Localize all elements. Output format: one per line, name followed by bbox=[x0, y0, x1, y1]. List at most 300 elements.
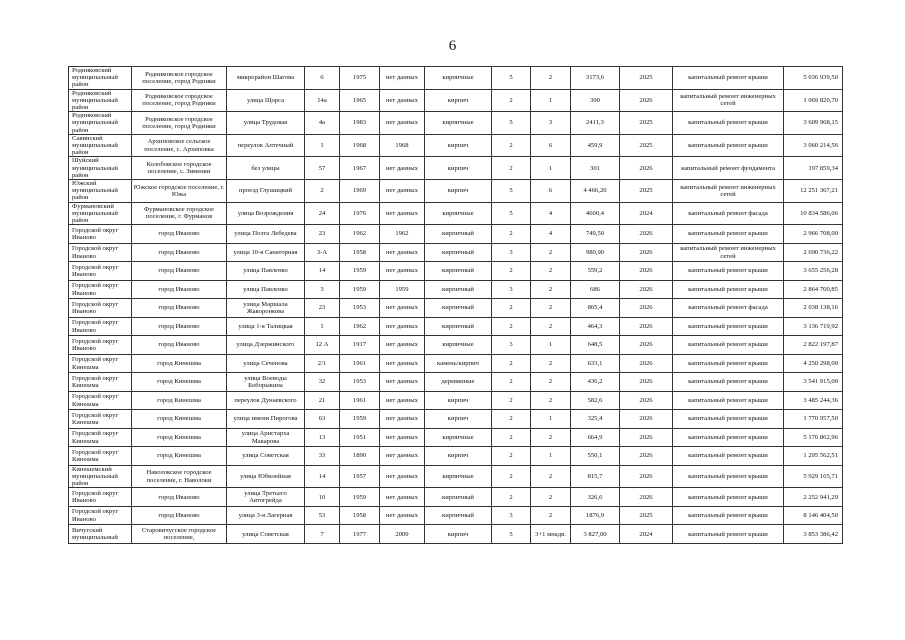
cost-cell: 2 822 197,87 bbox=[784, 336, 843, 355]
entrances-cell: 2 bbox=[531, 428, 571, 447]
settlement-cell: город Кинешма bbox=[132, 428, 227, 447]
commissioning-cell: нет данных bbox=[380, 410, 425, 429]
work-type-cell: капитальный ремонт крыши bbox=[673, 525, 784, 544]
wall-material-cell: кирпич bbox=[425, 157, 492, 180]
entrances-cell: 1 bbox=[531, 157, 571, 180]
house-number-cell: 2/1 bbox=[305, 354, 340, 373]
wall-material-cell: кирпичные bbox=[425, 428, 492, 447]
settlement-cell: Родниковское городское поселение, город Родники bbox=[132, 67, 227, 90]
settlement-cell: город Кинешма bbox=[132, 391, 227, 410]
house-number-cell: 4а bbox=[305, 112, 340, 135]
floors-cell: 2 bbox=[492, 391, 531, 410]
cost-cell: 1 295 562,51 bbox=[784, 447, 843, 466]
work-type-cell: капитальный ремонт крыши bbox=[673, 280, 784, 299]
work-type-cell: капитальный ремонт крыши bbox=[673, 262, 784, 281]
repair-year-cell: 2026 bbox=[620, 391, 673, 410]
municipality-cell: Городской округ Иваново bbox=[69, 336, 132, 355]
year-built-cell: 1959 bbox=[340, 280, 380, 299]
area-cell: 633,1 bbox=[571, 354, 620, 373]
work-type-cell: капитальный ремонт крыши bbox=[673, 488, 784, 507]
settlement-cell: город Иваново bbox=[132, 336, 227, 355]
floors-cell: 2 bbox=[492, 447, 531, 466]
street-cell: улица Павленко bbox=[227, 262, 305, 281]
street-cell: улица имени Пирогова bbox=[227, 410, 305, 429]
table-row bbox=[69, 410, 843, 429]
house-number-cell: 53 bbox=[305, 506, 340, 525]
table-row bbox=[69, 67, 843, 90]
commissioning-cell: нет данных bbox=[380, 180, 425, 203]
work-type-cell: капитальный ремонт инженерных сетей bbox=[673, 180, 784, 203]
municipality-cell: Городской округ Иваново bbox=[69, 488, 132, 507]
street-cell: улица Воеводы Боборыкина bbox=[227, 373, 305, 392]
floors-cell: 5 bbox=[492, 202, 531, 225]
house-number-cell: 1 bbox=[305, 317, 340, 336]
area-cell: 865,4 bbox=[571, 299, 620, 318]
floors-cell: 5 bbox=[492, 525, 531, 544]
floors-cell: 2 bbox=[492, 428, 531, 447]
repair-year-cell: 2025 bbox=[620, 506, 673, 525]
municipality-cell: Городской округ Иваново bbox=[69, 225, 132, 244]
area-cell: 686 bbox=[571, 280, 620, 299]
floors-cell: 3 bbox=[492, 280, 531, 299]
table-row bbox=[69, 180, 843, 203]
house-number-cell: 23 bbox=[305, 225, 340, 244]
floors-cell: 2 bbox=[492, 299, 531, 318]
repair-year-cell: 2025 bbox=[620, 134, 673, 157]
area-cell: 980,90 bbox=[571, 243, 620, 262]
municipality-cell: Вичугский муниципальный bbox=[69, 525, 132, 544]
entrances-cell: 2 bbox=[531, 317, 571, 336]
cost-cell: 2 966 708,00 bbox=[784, 225, 843, 244]
wall-material-cell: кирпич bbox=[425, 447, 492, 466]
table-row bbox=[69, 488, 843, 507]
year-built-cell: 1969 bbox=[340, 180, 380, 203]
municipality-cell: Городской округ Кинешма bbox=[69, 373, 132, 392]
municipality-cell: Городской округ Иваново bbox=[69, 280, 132, 299]
municipality-cell: Родниковский муниципальный район bbox=[69, 67, 132, 90]
street-cell: улица Щорса bbox=[227, 89, 305, 112]
house-number-cell: 2 bbox=[305, 180, 340, 203]
wall-material-cell: кирпичные bbox=[425, 202, 492, 225]
year-built-cell: 1951 bbox=[340, 428, 380, 447]
year-built-cell: 1959 bbox=[340, 410, 380, 429]
settlement-cell: город Иваново bbox=[132, 506, 227, 525]
cost-cell: 12 251 367,21 bbox=[784, 180, 843, 203]
municipality-cell: Фурмановский муниципальный район bbox=[69, 202, 132, 225]
commissioning-cell: нет данных bbox=[380, 112, 425, 135]
table-row bbox=[69, 506, 843, 525]
work-type-cell: капитальный ремонт крыши bbox=[673, 373, 784, 392]
entrances-cell: 2 bbox=[531, 354, 571, 373]
table-row bbox=[69, 112, 843, 135]
cost-cell: 3 853 386,42 bbox=[784, 525, 843, 544]
repair-year-cell: 2026 bbox=[620, 225, 673, 244]
area-cell: 459,9 bbox=[571, 134, 620, 157]
repair-year-cell: 2026 bbox=[620, 280, 673, 299]
work-type-cell: капитальный ремонт крыши bbox=[673, 336, 784, 355]
table-row bbox=[69, 447, 843, 466]
house-number-cell: 24 bbox=[305, 202, 340, 225]
area-cell: 3173,6 bbox=[571, 67, 620, 90]
settlement-cell: город Иваново bbox=[132, 280, 227, 299]
floors-cell: 2 bbox=[492, 317, 531, 336]
floors-cell: 3 bbox=[492, 506, 531, 525]
floors-cell: 2 bbox=[492, 465, 531, 488]
work-type-cell: капитальный ремонт инженерных сетей bbox=[673, 243, 784, 262]
area-cell: 3 827,00 bbox=[571, 525, 620, 544]
municipality-cell: Кинешемский муниципальный район bbox=[69, 465, 132, 488]
municipality-cell: Городской округ Иваново bbox=[69, 299, 132, 318]
table-row bbox=[69, 317, 843, 336]
commissioning-cell: нет данных bbox=[380, 354, 425, 373]
year-built-cell: 1977 bbox=[340, 525, 380, 544]
entrances-cell: 6 bbox=[531, 134, 571, 157]
floors-cell: 2 bbox=[492, 488, 531, 507]
area-cell: 1876,9 bbox=[571, 506, 620, 525]
entrances-cell: 1 bbox=[531, 336, 571, 355]
floors-cell: 2 bbox=[492, 89, 531, 112]
repair-year-cell: 2026 bbox=[620, 428, 673, 447]
entrances-cell: 2 bbox=[531, 373, 571, 392]
repair-year-cell: 2026 bbox=[620, 465, 673, 488]
work-type-cell: капитальный ремонт крыши bbox=[673, 134, 784, 157]
street-cell: улица Дзержинского bbox=[227, 336, 305, 355]
house-number-cell: 14 bbox=[305, 465, 340, 488]
cost-cell: 4 250 298,00 bbox=[784, 354, 843, 373]
year-built-cell: 1890 bbox=[340, 447, 380, 466]
municipality-cell: Южский муниципальный район bbox=[69, 180, 132, 203]
settlement-cell: город Иваново bbox=[132, 317, 227, 336]
repair-year-cell: 2025 bbox=[620, 180, 673, 203]
year-built-cell: 1959 bbox=[340, 262, 380, 281]
municipality-cell: Городской округ Кинешма bbox=[69, 428, 132, 447]
page-number: 6 bbox=[448, 38, 457, 54]
floors-cell: 2 bbox=[492, 354, 531, 373]
settlement-cell: Родниковское городское поселение, город Родники bbox=[132, 112, 227, 135]
street-cell: улица Советская bbox=[227, 525, 305, 544]
table-row bbox=[69, 336, 843, 355]
commissioning-cell: нет данных bbox=[380, 202, 425, 225]
wall-material-cell: кирпичные bbox=[425, 67, 492, 90]
house-number-cell: 12 А bbox=[305, 336, 340, 355]
house-number-cell: 3 bbox=[305, 280, 340, 299]
entrances-cell: 2 bbox=[531, 391, 571, 410]
municipality-cell: Городской округ Иваново bbox=[69, 317, 132, 336]
year-built-cell: 1975 bbox=[340, 67, 380, 90]
wall-material-cell: кирпич bbox=[425, 89, 492, 112]
wall-material-cell: кирпичный bbox=[425, 506, 492, 525]
wall-material-cell: кирпичные bbox=[425, 465, 492, 488]
cost-cell: 3 485 244,36 bbox=[784, 391, 843, 410]
entrances-cell: 2 bbox=[531, 299, 571, 318]
table-row bbox=[69, 89, 843, 112]
cost-cell: 5 929 165,71 bbox=[784, 465, 843, 488]
commissioning-cell: нет данных bbox=[380, 447, 425, 466]
wall-material-cell: камень/кирпич bbox=[425, 354, 492, 373]
year-built-cell: 1957 bbox=[340, 465, 380, 488]
area-cell: 326,6 bbox=[571, 488, 620, 507]
year-built-cell: 1959 bbox=[340, 488, 380, 507]
table-row bbox=[69, 225, 843, 244]
settlement-cell: город Иваново bbox=[132, 243, 227, 262]
cost-cell: 3 541 915,00 bbox=[784, 373, 843, 392]
commissioning-cell: нет данных bbox=[380, 299, 425, 318]
repair-year-cell: 2024 bbox=[620, 202, 673, 225]
commissioning-cell: нет данных bbox=[380, 157, 425, 180]
work-type-cell: капитальный ремонт фасада bbox=[673, 299, 784, 318]
repair-year-cell: 2026 bbox=[620, 262, 673, 281]
table-row bbox=[69, 391, 843, 410]
commissioning-cell: нет данных bbox=[380, 373, 425, 392]
commissioning-cell: нет данных bbox=[380, 428, 425, 447]
area-cell: 4 466,20 bbox=[571, 180, 620, 203]
house-number-cell: 21 bbox=[305, 391, 340, 410]
floors-cell: 2 bbox=[492, 262, 531, 281]
commissioning-cell: нет данных bbox=[380, 243, 425, 262]
street-cell: улица Юбилейная bbox=[227, 465, 305, 488]
settlement-cell: город Кинешма bbox=[132, 373, 227, 392]
repair-year-cell: 2026 bbox=[620, 89, 673, 112]
house-number-cell: 1 bbox=[305, 134, 340, 157]
entrances-cell: 4 bbox=[531, 225, 571, 244]
settlement-cell: город Кинешма bbox=[132, 410, 227, 429]
entrances-cell: 1 bbox=[531, 89, 571, 112]
wall-material-cell: кирпичный bbox=[425, 488, 492, 507]
area-cell: 325,4 bbox=[571, 410, 620, 429]
cost-cell: 3 609 968,15 bbox=[784, 112, 843, 135]
commissioning-cell: 1959 bbox=[380, 280, 425, 299]
commissioning-cell: 2009 bbox=[380, 525, 425, 544]
floors-cell: 2 bbox=[492, 157, 531, 180]
commissioning-cell: нет данных bbox=[380, 262, 425, 281]
entrances-cell: 3+1 мнадв. bbox=[531, 525, 571, 544]
wall-material-cell: кирпичный bbox=[425, 299, 492, 318]
work-type-cell: капитальный ремонт крыши bbox=[673, 465, 784, 488]
house-number-cell: 14а bbox=[305, 89, 340, 112]
commissioning-cell: нет данных bbox=[380, 336, 425, 355]
entrances-cell: 1 bbox=[531, 447, 571, 466]
floors-cell: 5 bbox=[492, 112, 531, 135]
wall-material-cell: кирпичный bbox=[425, 262, 492, 281]
house-number-cell: 7 bbox=[305, 525, 340, 544]
settlement-cell: Фурмановское городское поселение, г. Фурманов bbox=[132, 202, 227, 225]
repair-year-cell: 2026 bbox=[620, 243, 673, 262]
floors-cell: 2 bbox=[492, 373, 531, 392]
year-built-cell: 1983 bbox=[340, 112, 380, 135]
wall-material-cell: кирпичный bbox=[425, 243, 492, 262]
house-number-cell: 63 bbox=[305, 410, 340, 429]
year-built-cell: 1917 bbox=[340, 336, 380, 355]
settlement-cell: Архиповское сельское поселение, с. Архиповка bbox=[132, 134, 227, 157]
commissioning-cell: 1968 bbox=[380, 134, 425, 157]
house-number-cell: 6 bbox=[305, 67, 340, 90]
work-type-cell: капитальный ремонт фасада bbox=[673, 202, 784, 225]
year-built-cell: 1958 bbox=[340, 506, 380, 525]
floors-cell: 2 bbox=[492, 225, 531, 244]
municipality-cell: Городской округ Кинешма bbox=[69, 391, 132, 410]
repair-year-cell: 2026 bbox=[620, 488, 673, 507]
floors-cell: 3 bbox=[492, 336, 531, 355]
table-row bbox=[69, 428, 843, 447]
area-cell: 582,6 bbox=[571, 391, 620, 410]
municipality-cell: Родниковский муниципальный район bbox=[69, 89, 132, 112]
entrances-cell: 4 bbox=[531, 202, 571, 225]
year-built-cell: 1953 bbox=[340, 373, 380, 392]
repair-year-cell: 2026 bbox=[620, 336, 673, 355]
entrances-cell: 6 bbox=[531, 180, 571, 203]
area-cell: 664,9 bbox=[571, 428, 620, 447]
municipality-cell: Родниковский муниципальный район bbox=[69, 112, 132, 135]
settlement-cell: город Иваново bbox=[132, 225, 227, 244]
municipality-cell: Городской округ Иваново bbox=[69, 506, 132, 525]
street-cell: улица 1-я Талицкая bbox=[227, 317, 305, 336]
house-number-cell: 32 bbox=[305, 373, 340, 392]
floors-cell: 3 bbox=[492, 243, 531, 262]
repair-year-cell: 2026 bbox=[620, 317, 673, 336]
cost-cell: 10 834 586,06 bbox=[784, 202, 843, 225]
municipality-cell: Городской округ Иваново bbox=[69, 243, 132, 262]
year-built-cell: 1968 bbox=[340, 134, 380, 157]
year-built-cell: 1965 bbox=[340, 89, 380, 112]
table-row bbox=[69, 134, 843, 157]
housing-repair-table bbox=[68, 66, 843, 544]
street-cell: улица 3-я Лагерная bbox=[227, 506, 305, 525]
wall-material-cell: кирпич bbox=[425, 134, 492, 157]
entrances-cell: 2 bbox=[531, 262, 571, 281]
wall-material-cell: кирпичный bbox=[425, 280, 492, 299]
house-number-cell: 33 bbox=[305, 447, 340, 466]
settlement-cell: город Иваново bbox=[132, 299, 227, 318]
area-cell: 559,2 bbox=[571, 262, 620, 281]
year-built-cell: 1958 bbox=[340, 243, 380, 262]
street-cell: проезд Глушицкий bbox=[227, 180, 305, 203]
cost-cell: 3 655 256,28 bbox=[784, 262, 843, 281]
table-row bbox=[69, 280, 843, 299]
work-type-cell: капитальный ремонт крыши bbox=[673, 67, 784, 90]
settlement-cell: Южское городское поселение, г. Южа bbox=[132, 180, 227, 203]
table-row bbox=[69, 243, 843, 262]
work-type-cell: капитальный ремонт крыши bbox=[673, 317, 784, 336]
municipality-cell: Савинский муниципальный район bbox=[69, 134, 132, 157]
cost-cell: 1 770 957,50 bbox=[784, 410, 843, 429]
entrances-cell: 3 bbox=[531, 112, 571, 135]
commissioning-cell: нет данных bbox=[380, 67, 425, 90]
table-row bbox=[69, 373, 843, 392]
work-type-cell: капитальный ремонт крыши bbox=[673, 410, 784, 429]
cost-cell: 197 859,34 bbox=[784, 157, 843, 180]
year-built-cell: 1967 bbox=[340, 157, 380, 180]
cost-cell: 3 060 214,56 bbox=[784, 134, 843, 157]
commissioning-cell: нет данных bbox=[380, 506, 425, 525]
area-cell: 550,1 bbox=[571, 447, 620, 466]
commissioning-cell: нет данных bbox=[380, 317, 425, 336]
area-cell: 301 bbox=[571, 157, 620, 180]
cost-cell: 3 136 719,92 bbox=[784, 317, 843, 336]
area-cell: 464,3 bbox=[571, 317, 620, 336]
table-row bbox=[69, 262, 843, 281]
floors-cell: 5 bbox=[492, 67, 531, 90]
house-number-cell: 13 bbox=[305, 428, 340, 447]
street-cell: улица 10-я Санаторная bbox=[227, 243, 305, 262]
settlement-cell: Колобовское городское поселение, с. Зименки bbox=[132, 157, 227, 180]
work-type-cell: капитальный ремонт крыши bbox=[673, 112, 784, 135]
repair-year-cell: 2026 bbox=[620, 447, 673, 466]
commissioning-cell: нет данных bbox=[380, 488, 425, 507]
year-built-cell: 1962 bbox=[340, 317, 380, 336]
settlement-cell: город Кинешма bbox=[132, 447, 227, 466]
municipality-cell: Городской округ Кинешма bbox=[69, 447, 132, 466]
settlement-cell: город Кинешма bbox=[132, 354, 227, 373]
wall-material-cell: деревянные bbox=[425, 373, 492, 392]
cost-cell: 2 690 736,22 bbox=[784, 243, 843, 262]
area-cell: 436,2 bbox=[571, 373, 620, 392]
house-number-cell: 3-А bbox=[305, 243, 340, 262]
house-number-cell: 23 bbox=[305, 299, 340, 318]
cost-cell: 8 146 404,50 bbox=[784, 506, 843, 525]
table-row bbox=[69, 525, 843, 544]
entrances-cell: 2 bbox=[531, 506, 571, 525]
cost-cell: 5 176 862,96 bbox=[784, 428, 843, 447]
year-built-cell: 1962 bbox=[340, 225, 380, 244]
table-row bbox=[69, 202, 843, 225]
entrances-cell: 2 bbox=[531, 67, 571, 90]
repair-year-cell: 2026 bbox=[620, 157, 673, 180]
settlement-cell: Старовичугское городское поселение, bbox=[132, 525, 227, 544]
street-cell: улица Трудовая bbox=[227, 112, 305, 135]
year-built-cell: 1976 bbox=[340, 202, 380, 225]
work-type-cell: капитальный ремонт крыши bbox=[673, 428, 784, 447]
cost-cell: 2 252 941,29 bbox=[784, 488, 843, 507]
repair-year-cell: 2026 bbox=[620, 354, 673, 373]
year-built-cell: 1953 bbox=[340, 299, 380, 318]
work-type-cell: капитальный ремонт крыши bbox=[673, 447, 784, 466]
cost-cell: 2 864 700,85 bbox=[784, 280, 843, 299]
year-built-cell: 1961 bbox=[340, 354, 380, 373]
commissioning-cell: нет данных bbox=[380, 465, 425, 488]
wall-material-cell: кирпич bbox=[425, 410, 492, 429]
wall-material-cell: кирпич bbox=[425, 180, 492, 203]
house-number-cell: 10 bbox=[305, 488, 340, 507]
repair-year-cell: 2024 bbox=[620, 525, 673, 544]
work-type-cell: капитальный ремонт крыши bbox=[673, 391, 784, 410]
wall-material-cell: кирпич bbox=[425, 525, 492, 544]
settlement-cell: город Иваново bbox=[132, 488, 227, 507]
entrances-cell: 2 bbox=[531, 280, 571, 299]
house-number-cell: 14 bbox=[305, 262, 340, 281]
work-type-cell: капитальный ремонт инженерных сетей bbox=[673, 89, 784, 112]
entrances-cell: 2 bbox=[531, 465, 571, 488]
table-row bbox=[69, 465, 843, 488]
area-cell: 390 bbox=[571, 89, 620, 112]
wall-material-cell: кирпичный bbox=[425, 317, 492, 336]
settlement-cell: Наволокское городское поселение, г. Наволоки bbox=[132, 465, 227, 488]
entrances-cell: 2 bbox=[531, 488, 571, 507]
house-number-cell: 57 bbox=[305, 157, 340, 180]
street-cell: улица Аристарха Макарова bbox=[227, 428, 305, 447]
street-cell: переулок Аптечный bbox=[227, 134, 305, 157]
floors-cell: 2 bbox=[492, 134, 531, 157]
street-cell: улица Третьего Автогрейда bbox=[227, 488, 305, 507]
street-cell: улица Советская bbox=[227, 447, 305, 466]
entrances-cell: 1 bbox=[531, 410, 571, 429]
street-cell: без улицы bbox=[227, 157, 305, 180]
table-row bbox=[69, 299, 843, 318]
table-row bbox=[69, 354, 843, 373]
area-cell: 815,7 bbox=[571, 465, 620, 488]
floors-cell: 5 bbox=[492, 180, 531, 203]
area-cell: 4600,4 bbox=[571, 202, 620, 225]
repair-year-cell: 2026 bbox=[620, 299, 673, 318]
